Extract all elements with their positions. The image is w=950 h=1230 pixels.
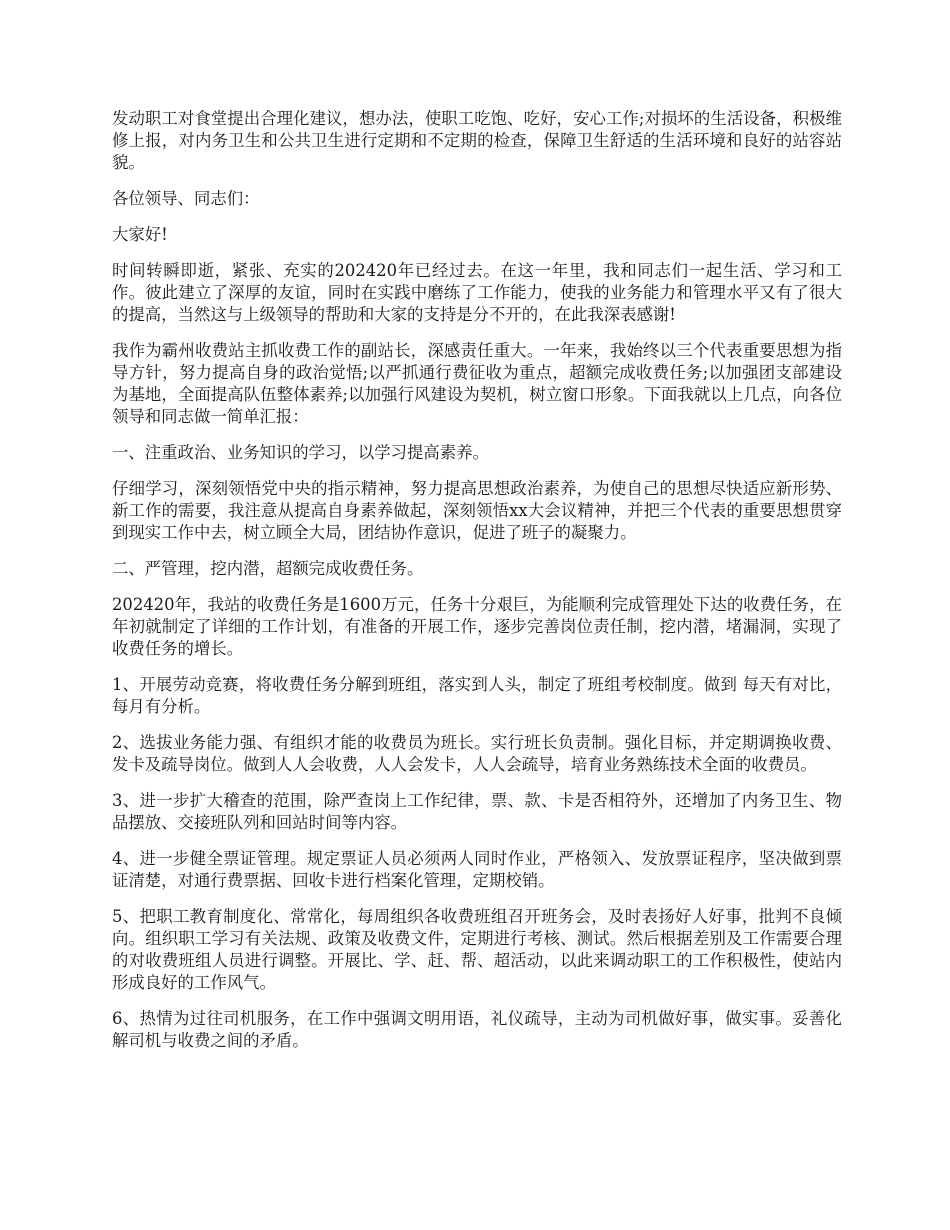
paragraph-intro: 时间转瞬即逝，紧张、充实的202420年已经过去。在这一年里，我和同志们一起生活、学习和工作。彼此建立了深厚的友谊，同时在实践中磨练了工作能力，使我的业务能力和管理水平又有了很大的提高，当然这与上级领导的帮助和大家的支持是分不开的，在此我深表感谢! bbox=[112, 261, 842, 324]
paragraph-canteen: 发动职工对食堂提出合理化建议，想办法，使职工吃饱、吃好，安心工作;对损坏的生活设备，积极维修上报，对内务卫生和公共卫生进行定期和不定期的检查，保障卫生舒适的生活环境和良好的站容站貌。 bbox=[112, 109, 842, 172]
paragraph-task: 202420年，我站的收费任务是1600万元，任务十分艰巨，为能顺利完成管理处下达的收费任务，在年初就制定了详细的工作计划，有准备的开展工作，逐步完善岗位责任制，挖内潜，堵漏洞，实现了收费任务的增长。 bbox=[112, 595, 842, 658]
document-page bbox=[112, 108, 842, 1066]
list-item-6: 6、热情为过往司机服务，在工作中强调文明用语，礼仪疏导，主动为司机做好事，做实事。妥善化解司机与收费之间的矛盾。 bbox=[112, 1009, 842, 1050]
list-item-3: 3、进一步扩大稽查的范围，除严查岗上工作纪律，票、款、卡是否相符外，还增加了内务卫生、物品摆放、交接班队列和回站时间等内容。 bbox=[112, 791, 842, 832]
paragraph-salutation: 各位领导、同志们： bbox=[112, 189, 260, 208]
section-heading-1: 一、注重政治、业务知识的学习，以学习提高素养。 bbox=[112, 443, 489, 462]
list-item-2: 2、选拔业务能力强、有组织才能的收费员为班长。实行班长负责制。强化目标，并定期调换收费、发卡及疏导岗位。做到人人会收费，人人会发卡，人人会疏导，培育业务熟练技术全面的收费员。 bbox=[112, 733, 842, 774]
list-item-4: 4、进一步健全票证管理。规定票证人员必须两人同时作业，严格领入、发放票证程序，坚决做到票证清楚，对通行费票据、回收卡进行档案化管理，定期校销。 bbox=[112, 849, 842, 890]
paragraph-role: 我作为霸州收费站主抓收费工作的副站长，深感责任重大。一年来，我始终以三个代表重要思想为指导方针，努力提高自身的政治觉悟;以严抓通行费征收为重点，超额完成收费任务;以加强团支部建设为基地，全面提高队伍整体素养;以加强行风建设为契机，树立窗口形象。下面我就以上几点，向各位领导和同志做一简单汇报： bbox=[112, 341, 842, 426]
paragraph-study: 仔细学习，深刻领悟党中央的指示精神，努力提高思想政治素养，为使自己的思想尽快适应新形势、新工作的需要，我注意从提高自身素养做起，深刻领悟xx大会议精神，并把三个代表的重要思想贯穿到现实工作中去，树立顾全大局，团结协作意识，促进了班子的凝聚力。 bbox=[112, 479, 842, 542]
paragraph-greeting: 大家好! bbox=[112, 225, 168, 244]
section-heading-2: 二、严管理，挖内潜，超额完成收费任务。 bbox=[112, 559, 424, 578]
list-item-5: 5、把职工教育制度化、常常化，每周组织各收费班组召开班务会，及时表扬好人好事，批判不良倾向。组织职工学习有关法规、政策及收费文件，定期进行考核、测试。然后根据差别及工作需要合理的对收费班组人员进行调整。开展比、学、赶、帮、超活动，以此来调动职工的工作积极性，使站内形成良好的工作风气。 bbox=[112, 907, 842, 992]
list-item-1: 1、开展劳动竞赛，将收费任务分解到班组，落实到人头，制定了班组考校制度。做到 每天有对比，每月有分析。 bbox=[112, 675, 842, 716]
